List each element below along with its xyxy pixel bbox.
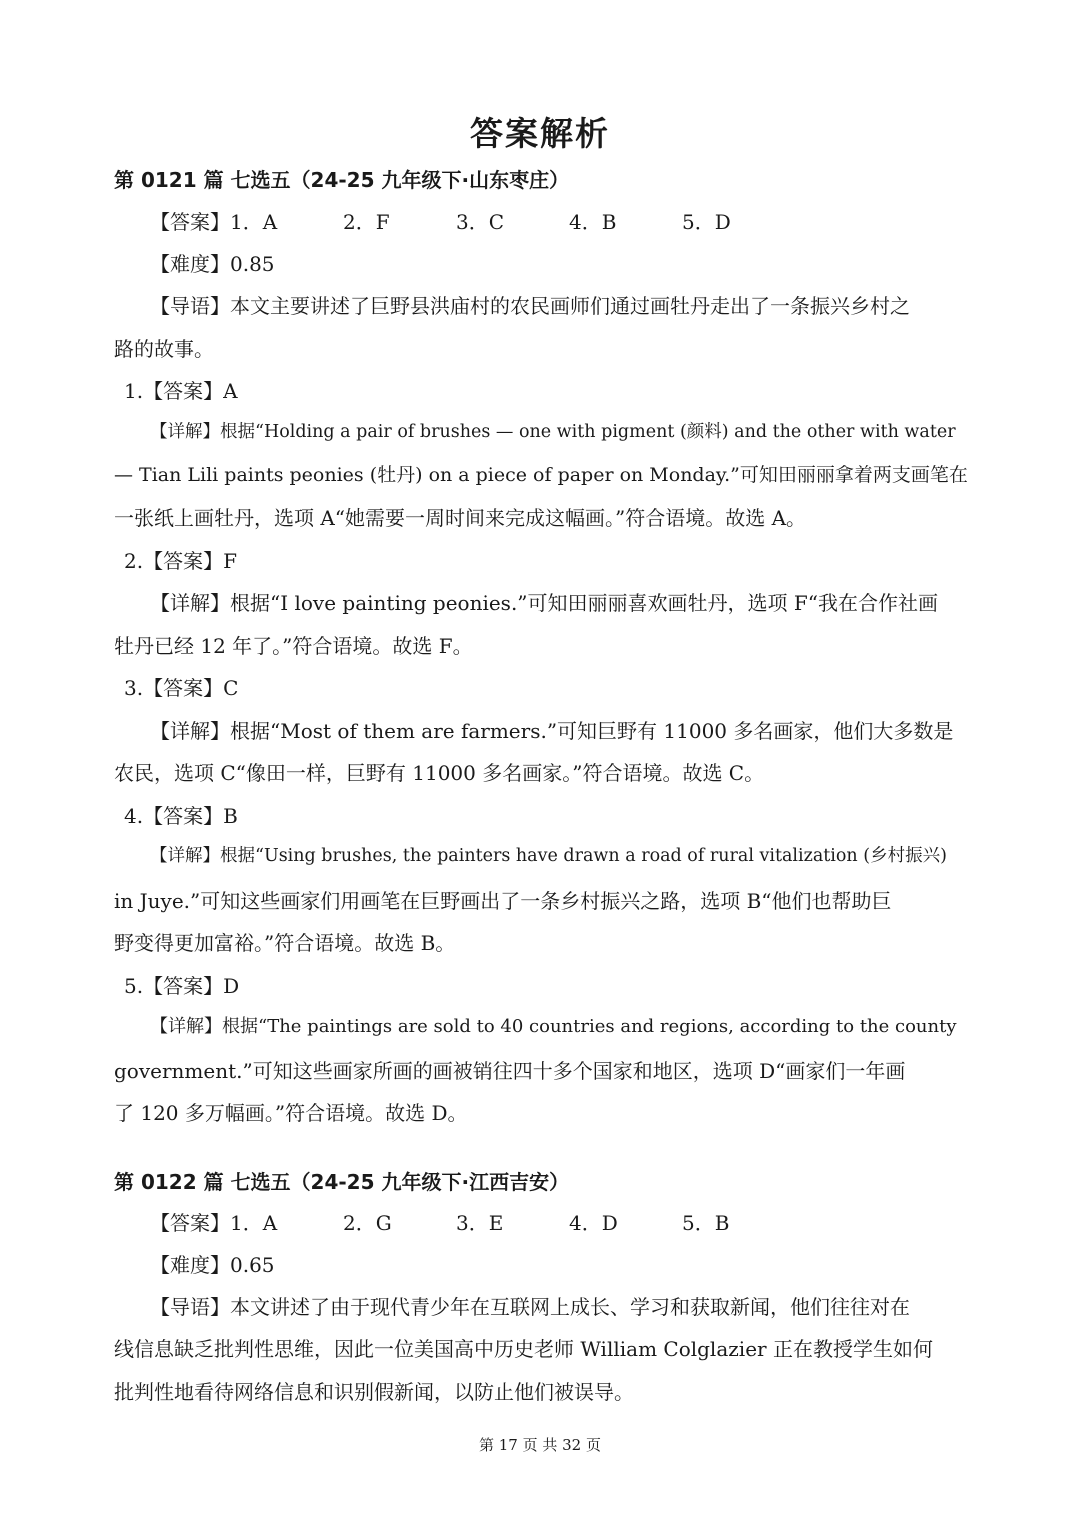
answer-4: 4．B [569,210,617,234]
answer-3: 3．C [456,210,505,234]
explain-line: 【详解】根据“I love painting peonies.”可知田丽丽喜欢画牡丹，选项 F“我在合作社画 [150,591,938,615]
explain-line: 【详解】根据“Using brushes, the painters have drawn a road of rural vitalization (乡村振兴) [150,846,947,866]
explain-line: 了 120 多万幅画。”符合语境。故选 D。 [114,1101,468,1125]
section-heading-0122: 第 0122 篇 七选五（24-25 九年级下·江西吉安） [114,1170,570,1194]
page-title: 答案解析 [470,114,610,153]
intro-line: 批判性地看待网络信息和识别假新闻，以防止他们被误导。 [114,1380,634,1404]
intro-line: 【导语】本文主要讲述了巨野县洪庙村的农民画师们通过画牡丹走出了一条振兴乡村之 [150,294,910,318]
explain-line: in Juye.”可知这些画家们用画笔在巨野画出了一条乡村振兴之路，选项 B“他们也帮助巨 [114,889,892,913]
answer-1: 1．A [230,1211,278,1235]
item-answer: 1.【答案】A [124,379,238,403]
answer-4: 4．D [569,1211,618,1235]
page-footer: 第 17 页 共 32 页 [478,1436,601,1454]
section-heading-0121: 第 0121 篇 七选五（24-25 九年级下·山东枣庄） [114,168,570,192]
item-answer: 4.【答案】B [124,804,238,828]
explain-line: 【详解】根据“The paintings are sold to 40 countries and regions, according to the county [150,1016,957,1037]
intro-line: 路的故事。 [114,337,214,361]
answer-2: 2．F [343,210,390,234]
explain-line: 牡丹已经 12 年了。”符合语境。故选 F。 [114,634,473,658]
item-answer: 3.【答案】C [124,676,239,700]
explain-line: government.”可知这些画家所画的画被销往四十多个国家和地区，选项 D“画家们一年画 [114,1059,906,1083]
explain-line: 【详解】根据“Most of them are farmers.”可知巨野有 11000 多名画家，他们大多数是 [150,719,954,743]
explain-line: 农民，选项 C“像田一样，巨野有 11000 多名画家。”符合语境。故选 C。 [114,761,765,785]
answer-row [150,206,731,235]
difficulty: 【难度】0.65 [150,1253,275,1277]
explain-line: 【详解】根据“Holding a pair of brushes — one with pigment (颜料) and the other with water [150,422,956,442]
answer-3: 3．E [456,1211,504,1235]
explain-line: — Tian Lili paints peonies (牡丹) on a piece of paper on Monday.”可知田丽丽拿着两支画笔在 [114,464,968,486]
answer-5: 5．B [682,1211,730,1235]
difficulty: 【难度】0.85 [150,252,275,276]
intro-line: 线信息缺乏批判性思维，因此一位美国高中历史老师 William Colglazier 正在教授学生如何 [114,1337,933,1361]
item-answer: 5.【答案】D [124,974,240,998]
answer-5: 5．D [682,210,731,234]
explain-line: 野变得更加富裕。”符合语境。故选 B。 [114,931,456,955]
answer-row [150,1207,729,1236]
answer-1: 1．A [230,210,278,234]
intro-line: 【导语】本文讲述了由于现代青少年在互联网上成长、学习和获取新闻，他们往往对在 [150,1295,910,1319]
item-answer: 2.【答案】F [124,549,237,573]
answer-label: 【答案】 [150,1211,230,1235]
answer-2: 2．G [343,1211,392,1235]
explain-line: 一张纸上画牡丹，选项 A“她需要一周时间来完成这幅画。”符合语境。故选 A。 [114,506,807,530]
answer-label: 【答案】 [150,210,230,234]
